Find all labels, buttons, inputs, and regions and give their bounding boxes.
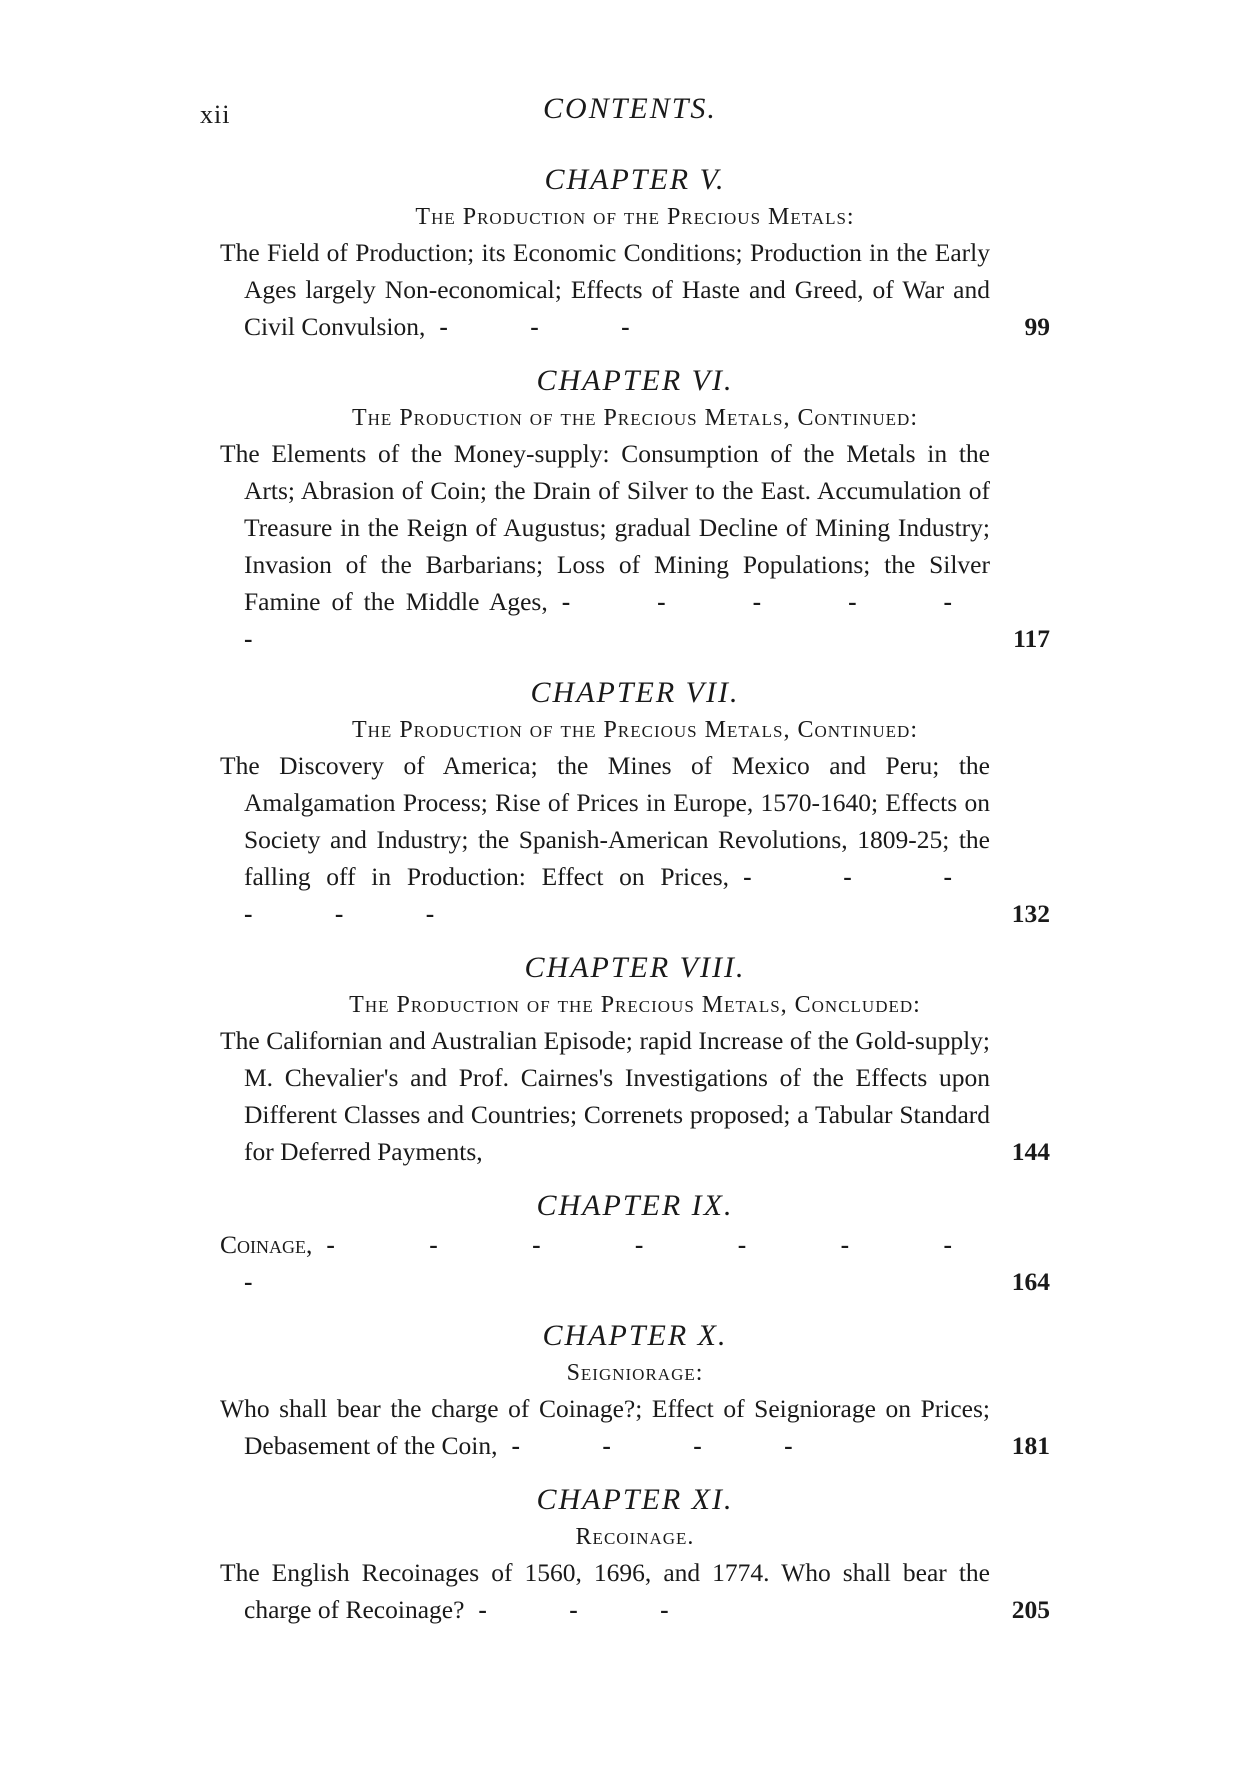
toc-chapter-viii	[220, 948, 1050, 1170]
chapter-summary	[220, 747, 990, 932]
chapter-subject: The Production of the Precious Metals, Concluded:	[349, 992, 921, 1018]
page-reference: 205	[1011, 1595, 1050, 1624]
chapter-subject: The Production of the Precious Metals, Continued:	[352, 405, 918, 431]
page-reference: 164	[1011, 1267, 1050, 1296]
summary-text: The Field of Production; its Economic Conditions; Production in the Early Ages largely Non-economical; Effects of Haste and Greed, of War and Civil Convulsion,	[220, 238, 990, 341]
chapter-summary	[220, 1390, 990, 1464]
toc-chapter-vii	[220, 673, 1050, 932]
summary-text: Who shall bear the charge of Coinage?; Effect of Seigniorage on Prices; Debasement of the Coin,	[220, 1394, 990, 1460]
chapter-heading: CHAPTER VII.	[530, 676, 740, 709]
chapter-summary	[220, 435, 990, 657]
page-reference: 99	[1024, 312, 1050, 341]
page-reference: 132	[1011, 899, 1050, 928]
summary-text: The Elements of the Money-supply: Consumption of the Metals in the Arts; Abrasion of Coin; the Drain of Silver to the East. Accumulation of Treasure in the Reign of Augustus; gradual Decline of Mining Industry; Invasion of the Barbarians; Loss of Mining Populations; the Silver Famine of the Middle Ages,	[220, 439, 990, 616]
toc-chapter-x	[220, 1316, 1050, 1464]
chapter-summary-row	[220, 1390, 1050, 1464]
chapter-summary-row	[220, 435, 1050, 657]
toc-chapter-v	[220, 160, 1050, 345]
chapter-heading: CHAPTER V.	[544, 163, 726, 196]
toc-chapter-vi	[220, 361, 1050, 657]
chapter-summary-row	[220, 1226, 1050, 1300]
dot-leaders: - - - - - - - -	[244, 1230, 990, 1296]
dot-leaders	[483, 1137, 497, 1166]
dot-leaders: - - -	[478, 1595, 707, 1624]
chapter-subject: Recoinage.	[575, 1524, 695, 1550]
chapter-subject: The Production of the Precious Metals, Continued:	[352, 717, 918, 743]
summary-text: The English Recoinages of 1560, 1696, and 1774. Who shall bear the charge of Recoinage?	[220, 1558, 990, 1624]
page-reference: 117	[1013, 624, 1050, 653]
chapter-summary-row	[220, 747, 1050, 932]
chapter-heading: CHAPTER IX.	[536, 1189, 734, 1222]
summary-text: The Californian and Australian Episode; rapid Increase of the Gold-supply; M. Chevalier's and Prof. Cairnes's Investigations of the Effects upon Different Classes and Countries; Correnets proposed; a Tabular Standard for Deferred Payments,	[220, 1026, 990, 1166]
page-number: xii	[200, 100, 231, 129]
chapter-heading: CHAPTER VI.	[536, 364, 734, 397]
dot-leaders: - - - - - -	[244, 587, 990, 653]
toc-chapter-xi	[220, 1480, 1050, 1628]
chapter-subject: Seigniorage:	[566, 1360, 704, 1386]
chapter-heading: CHAPTER VIII.	[524, 951, 746, 984]
chapter-summary-row	[220, 1554, 1050, 1628]
chapter-subject: The Production of the Precious Metals:	[415, 204, 855, 230]
dot-leaders: - - - - - -	[244, 862, 990, 928]
chapter-summary	[220, 1022, 990, 1170]
page-reference: 181	[1011, 1431, 1050, 1460]
page-reference: 144	[1011, 1137, 1050, 1166]
page-header	[200, 92, 1060, 132]
toc-chapter-ix	[220, 1186, 1050, 1300]
chapter-summary	[220, 234, 990, 345]
running-title: CONTENTS.	[543, 92, 717, 125]
chapter-heading: CHAPTER X.	[542, 1319, 728, 1352]
summary-text: The Discovery of America; the Mines of Mexico and Peru; the Amalgamation Process; Rise of Prices in Europe, 1570-1640; Effects on Society and Industry; the Spanish-American Revolutions, 1809-25; the falling off in Production: Effect on Prices,	[220, 751, 990, 891]
chapter-summary-row	[220, 1022, 1050, 1170]
dot-leaders: - - - -	[511, 1431, 831, 1460]
summary-text: Coinage,	[220, 1230, 313, 1259]
dot-leaders: - - -	[439, 312, 668, 341]
chapter-summary	[220, 1226, 990, 1300]
chapter-heading: CHAPTER XI.	[536, 1483, 734, 1516]
chapter-summary-row	[220, 234, 1050, 345]
table-of-contents	[220, 160, 1050, 1644]
chapter-summary	[220, 1554, 990, 1628]
